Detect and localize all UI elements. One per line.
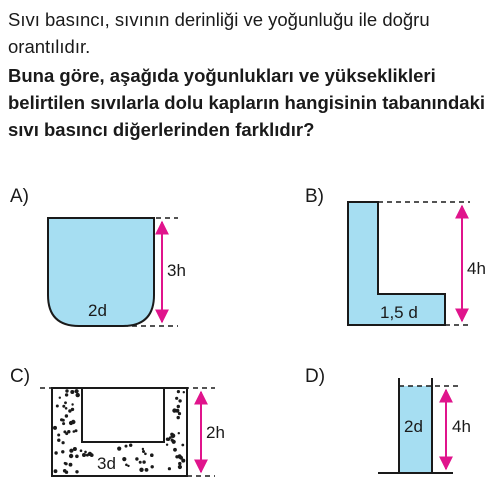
option-c-dot [56,405,59,408]
option-c-dot [73,447,77,451]
option-c-dot [142,450,145,453]
option-c-dot [166,438,169,441]
option-c-dot [54,451,57,454]
option-c-dot [178,465,182,469]
option-c-dot [69,449,73,453]
option-c-dot [129,444,132,447]
option-c-dot [145,468,149,472]
option-c-dot [175,397,178,400]
option-c-dot [65,414,68,417]
option-a-density-label: 2d [88,301,107,320]
option-c-inner-block [82,388,164,442]
option-c-dot [173,448,177,452]
option-c-dot [65,462,68,465]
option-c-dot [65,389,68,392]
option-c-dot [139,461,142,464]
option-c-dot [75,429,78,432]
option-c-dot [122,457,126,461]
option-c-dot [177,454,181,458]
option-c-dot [166,444,168,446]
option-c-dot [142,448,144,450]
option-c-dot [178,462,181,465]
option-c-dot [177,405,180,408]
option-c-dot [64,401,67,404]
option-c-dot [59,397,61,399]
option-a-label[interactable]: A) [10,186,29,207]
option-c-density-label: 3d [97,454,116,473]
option-c-dot [177,416,180,419]
option-c-dot [181,444,184,447]
option-c-dot [169,436,172,439]
option-c-dot [62,405,65,408]
option-c-dot [71,408,74,411]
option-c-dot [61,450,64,453]
option-c-dot [70,390,74,394]
option-c-dot [150,453,154,457]
option-c-dot [144,453,147,456]
option-c-dot [177,390,180,393]
option-c-dot [63,469,67,473]
option-c-dot [57,439,60,442]
option-c-dot [69,454,73,458]
option-c-dot [57,434,60,437]
option-c-dot [53,426,57,430]
option-c-dot [71,403,73,405]
option-c-dot [125,464,128,467]
option-c-dot [178,399,181,402]
option-c-dot [172,440,176,444]
option-c-dot [62,422,65,425]
option-c-dot [183,391,185,393]
option-c-label[interactable]: C) [10,366,31,387]
option-c-dot [151,465,154,468]
option-c-dot [65,432,68,435]
option-a-height-label: 3h [167,261,186,280]
option-c-dot [75,389,79,393]
option-c-dot [84,451,87,454]
option-c-dot [127,465,129,467]
option-d-figure[interactable] [378,378,471,473]
option-c-dot [125,445,128,448]
option-c-height-label: 2h [206,423,225,442]
option-d-label[interactable]: D) [305,366,326,387]
option-a-figure[interactable] [48,218,186,326]
option-c-dot [178,412,181,415]
option-c-dot [69,463,73,467]
option-c-dot [65,407,68,410]
option-b-label[interactable]: B) [305,186,324,207]
option-c-dot [181,459,185,463]
option-d-density-label: 2d [404,417,423,436]
question-text: Buna göre, aşağıda yoğunlukları ve yükseklikleri belirtilen sıvılarla dolu kapların hangisinin tabanındaki sıvı basıncı diğerlerinden farklıdır? [8,65,485,140]
option-c-dot [86,454,89,457]
option-c-dot [168,467,171,470]
option-c-dot [75,455,79,459]
option-c-dot [135,457,138,460]
option-c-dot [139,468,143,472]
option-c-dot [71,420,75,424]
option-c-dot [60,418,63,421]
option-c-dot [175,409,179,413]
option-c-dot [178,432,180,434]
option-c-dot [80,449,83,452]
option-c-dot [82,453,86,457]
option-b-figure[interactable] [348,202,486,325]
option-c-dot [75,470,78,473]
option-c-dot [117,447,121,451]
option-b-height-label: 4h [467,259,486,278]
option-c-dot [65,393,68,396]
option-c-dot [76,393,80,397]
option-c-dot [62,441,65,444]
intro-text: Sıvı basıncı, sıvının derinliği ve yoğunluğu ile doğru orantılıdır. [8,9,430,57]
option-d-height-label: 4h [452,417,471,436]
option-c-dot [54,469,58,473]
option-c-figure[interactable] [40,388,225,476]
option-c-dot [142,460,145,463]
option-b-density-label: 1,5 d [380,303,418,322]
